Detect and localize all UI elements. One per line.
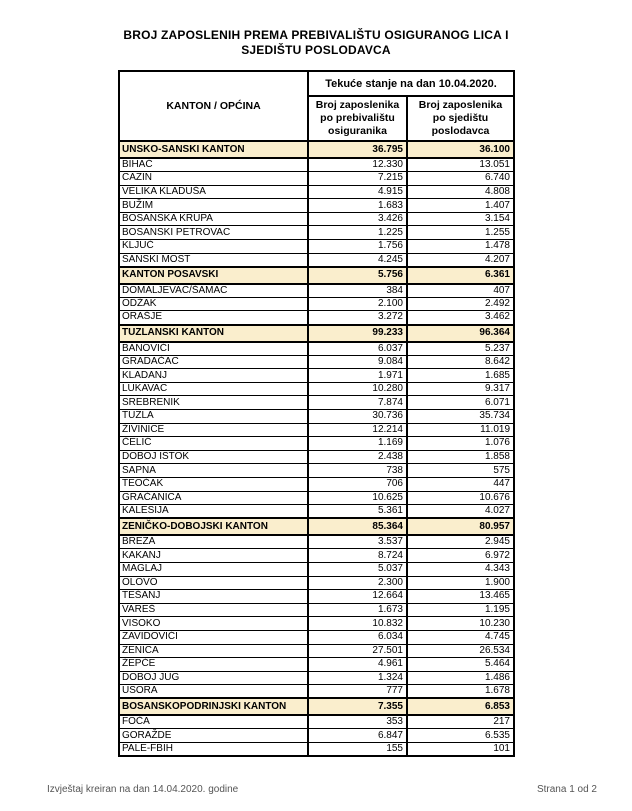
municipality-by-residence: 2.100 bbox=[308, 297, 407, 311]
municipality-by-employer: 1.900 bbox=[407, 576, 514, 590]
municipality-by-employer: 3.462 bbox=[407, 311, 514, 325]
footer-page-number: Strana 1 od 2 bbox=[536, 784, 597, 795]
municipality-by-employer: 6.740 bbox=[407, 172, 514, 186]
municipality-by-employer: 10.676 bbox=[407, 491, 514, 505]
municipality-by-employer: 2.945 bbox=[407, 535, 514, 549]
municipality-row bbox=[119, 743, 514, 757]
municipality-by-residence: 12.330 bbox=[308, 158, 407, 172]
municipality-by-employer: 9.317 bbox=[407, 382, 514, 396]
municipality-by-residence: 4.245 bbox=[308, 253, 407, 267]
municipality-row bbox=[119, 226, 514, 240]
municipality-row bbox=[119, 729, 514, 743]
municipality-name: LUKAVAC bbox=[119, 382, 308, 396]
canton-total-by-employer: 36.100 bbox=[407, 141, 514, 158]
canton-row bbox=[119, 267, 514, 284]
municipality-name: FOČA bbox=[119, 715, 308, 729]
municipality-name: VAREŠ bbox=[119, 603, 308, 617]
canton-total-by-residence: 7.355 bbox=[308, 698, 407, 715]
municipality-by-residence: 1.673 bbox=[308, 603, 407, 617]
municipality-by-residence: 1.756 bbox=[308, 240, 407, 254]
municipality-name: KLADANJ bbox=[119, 369, 308, 383]
municipality-by-employer: 26.534 bbox=[407, 644, 514, 658]
report-title bbox=[60, 28, 572, 58]
municipality-name: BANOVIĆI bbox=[119, 342, 308, 356]
municipality-row bbox=[119, 576, 514, 590]
municipality-by-employer: 217 bbox=[407, 715, 514, 729]
municipality-name: ZENICA bbox=[119, 644, 308, 658]
municipality-by-residence: 2.438 bbox=[308, 450, 407, 464]
footer-created-date: Izvještaj kreiran na dan 14.04.2020. godine bbox=[47, 784, 239, 795]
municipality-name: GRAČANICA bbox=[119, 491, 308, 505]
municipality-by-residence: 155 bbox=[308, 743, 407, 757]
municipality-row bbox=[119, 297, 514, 311]
municipality-row bbox=[119, 464, 514, 478]
municipality-name: ORAŠJE bbox=[119, 311, 308, 325]
municipality-by-employer: 6.972 bbox=[407, 549, 514, 563]
municipality-by-employer: 10.230 bbox=[407, 617, 514, 631]
municipality-row bbox=[119, 437, 514, 451]
municipality-by-residence: 1.169 bbox=[308, 437, 407, 451]
municipality-by-residence: 12.664 bbox=[308, 590, 407, 604]
municipality-by-employer: 4.207 bbox=[407, 253, 514, 267]
canton-total-by-residence: 36.795 bbox=[308, 141, 407, 158]
municipality-by-employer: 101 bbox=[407, 743, 514, 757]
employment-table-wrap bbox=[118, 70, 515, 757]
municipality-by-residence: 27.501 bbox=[308, 644, 407, 658]
canton-total-by-employer: 6.361 bbox=[407, 267, 514, 284]
municipality-name: TEŠANJ bbox=[119, 590, 308, 604]
municipality-row bbox=[119, 630, 514, 644]
municipality-name: SANSKI MOST bbox=[119, 253, 308, 267]
municipality-row bbox=[119, 590, 514, 604]
municipality-by-residence: 706 bbox=[308, 477, 407, 491]
municipality-by-employer: 1.478 bbox=[407, 240, 514, 254]
canton-row bbox=[119, 141, 514, 158]
municipality-by-residence: 6.037 bbox=[308, 342, 407, 356]
municipality-row bbox=[119, 685, 514, 699]
municipality-name: DOBOJ ISTOK bbox=[119, 450, 308, 464]
employment-table bbox=[118, 70, 515, 757]
municipality-name: ČELIĆ bbox=[119, 437, 308, 451]
municipality-row bbox=[119, 658, 514, 672]
municipality-row bbox=[119, 172, 514, 186]
municipality-row bbox=[119, 715, 514, 729]
municipality-by-residence: 7.874 bbox=[308, 396, 407, 410]
municipality-by-residence: 2.300 bbox=[308, 576, 407, 590]
municipality-name: BOSANSKI PETROVAC bbox=[119, 226, 308, 240]
municipality-by-residence: 3.537 bbox=[308, 535, 407, 549]
municipality-row bbox=[119, 311, 514, 325]
municipality-by-employer: 1.858 bbox=[407, 450, 514, 464]
municipality-row bbox=[119, 382, 514, 396]
municipality-by-residence: 353 bbox=[308, 715, 407, 729]
municipality-row bbox=[119, 253, 514, 267]
municipality-name: ZAVIDOVIĆI bbox=[119, 630, 308, 644]
municipality-name: KAKANJ bbox=[119, 549, 308, 563]
municipality-row bbox=[119, 396, 514, 410]
municipality-by-employer: 13.051 bbox=[407, 158, 514, 172]
municipality-by-employer: 5.464 bbox=[407, 658, 514, 672]
municipality-by-employer: 13.465 bbox=[407, 590, 514, 604]
municipality-by-employer: 407 bbox=[407, 284, 514, 298]
municipality-name: TUZLA bbox=[119, 410, 308, 424]
municipality-row bbox=[119, 369, 514, 383]
municipality-by-employer: 4.343 bbox=[407, 562, 514, 576]
municipality-by-residence: 4.961 bbox=[308, 658, 407, 672]
municipality-row bbox=[119, 644, 514, 658]
municipality-by-employer: 1.678 bbox=[407, 685, 514, 699]
municipality-name: ŽIVINICE bbox=[119, 423, 308, 437]
header-canton-opcina: KANTON / OPĆINA bbox=[119, 71, 308, 141]
municipality-row bbox=[119, 212, 514, 226]
municipality-by-employer: 1.195 bbox=[407, 603, 514, 617]
municipality-by-residence: 5.361 bbox=[308, 505, 407, 519]
municipality-by-residence: 7.215 bbox=[308, 172, 407, 186]
municipality-by-employer: 6.071 bbox=[407, 396, 514, 410]
municipality-name: BREZA bbox=[119, 535, 308, 549]
municipality-row bbox=[119, 158, 514, 172]
header-by-employer: Broj zaposlenika po sjedištu poslodavca bbox=[407, 96, 514, 141]
municipality-row bbox=[119, 284, 514, 298]
municipality-row bbox=[119, 199, 514, 213]
municipality-by-employer: 1.255 bbox=[407, 226, 514, 240]
municipality-by-employer: 8.642 bbox=[407, 355, 514, 369]
municipality-row bbox=[119, 671, 514, 685]
municipality-name: SREBRENIK bbox=[119, 396, 308, 410]
municipality-name: BOSANSKA KRUPA bbox=[119, 212, 308, 226]
municipality-by-employer: 1.486 bbox=[407, 671, 514, 685]
canton-row bbox=[119, 518, 514, 535]
municipality-by-residence: 384 bbox=[308, 284, 407, 298]
municipality-by-residence: 3.272 bbox=[308, 311, 407, 325]
municipality-by-employer: 575 bbox=[407, 464, 514, 478]
municipality-by-employer: 6.535 bbox=[407, 729, 514, 743]
municipality-row bbox=[119, 477, 514, 491]
municipality-by-residence: 10.625 bbox=[308, 491, 407, 505]
municipality-row bbox=[119, 535, 514, 549]
municipality-by-residence: 3.426 bbox=[308, 212, 407, 226]
municipality-name: BIHAĆ bbox=[119, 158, 308, 172]
municipality-name: SAPNA bbox=[119, 464, 308, 478]
municipality-by-employer: 4.027 bbox=[407, 505, 514, 519]
municipality-by-residence: 5.037 bbox=[308, 562, 407, 576]
municipality-by-residence: 1.683 bbox=[308, 199, 407, 213]
municipality-name: CAZIN bbox=[119, 172, 308, 186]
municipality-by-employer: 1.407 bbox=[407, 199, 514, 213]
municipality-by-employer: 3.154 bbox=[407, 212, 514, 226]
municipality-name: DOMALJEVAC/ŠAMAC bbox=[119, 284, 308, 298]
municipality-name: TEOČAK bbox=[119, 477, 308, 491]
municipality-by-residence: 8.724 bbox=[308, 549, 407, 563]
municipality-row bbox=[119, 617, 514, 631]
canton-total-by-residence: 99.233 bbox=[308, 325, 407, 342]
municipality-row bbox=[119, 562, 514, 576]
municipality-row bbox=[119, 491, 514, 505]
municipality-by-residence: 12.214 bbox=[308, 423, 407, 437]
municipality-by-residence: 6.847 bbox=[308, 729, 407, 743]
municipality-by-residence: 1.971 bbox=[308, 369, 407, 383]
municipality-by-employer: 4.745 bbox=[407, 630, 514, 644]
header-current-state: Tekuće stanje na dan 10.04.2020. bbox=[308, 71, 514, 96]
municipality-name: KLJUČ bbox=[119, 240, 308, 254]
header-by-residence: Broj zaposlenika po prebivalištu osiguranika bbox=[308, 96, 407, 141]
municipality-name: ODŽAK bbox=[119, 297, 308, 311]
municipality-name: GRADAČAC bbox=[119, 355, 308, 369]
municipality-row bbox=[119, 450, 514, 464]
municipality-row bbox=[119, 549, 514, 563]
municipality-name: USORA bbox=[119, 685, 308, 699]
municipality-name: BUŽIM bbox=[119, 199, 308, 213]
municipality-by-employer: 35.734 bbox=[407, 410, 514, 424]
municipality-name: OLOVO bbox=[119, 576, 308, 590]
municipality-by-employer: 447 bbox=[407, 477, 514, 491]
municipality-name: ŽEPČE bbox=[119, 658, 308, 672]
canton-row bbox=[119, 698, 514, 715]
canton-name: TUZLANSKI KANTON bbox=[119, 325, 308, 342]
municipality-by-residence: 1.225 bbox=[308, 226, 407, 240]
canton-total-by-residence: 5.756 bbox=[308, 267, 407, 284]
municipality-by-residence: 6.034 bbox=[308, 630, 407, 644]
municipality-by-residence: 9.084 bbox=[308, 355, 407, 369]
municipality-by-employer: 2.492 bbox=[407, 297, 514, 311]
municipality-row bbox=[119, 410, 514, 424]
municipality-name: GORAŽDE bbox=[119, 729, 308, 743]
municipality-by-employer: 4.808 bbox=[407, 185, 514, 199]
municipality-row bbox=[119, 423, 514, 437]
municipality-by-employer: 11.019 bbox=[407, 423, 514, 437]
municipality-name: VISOKO bbox=[119, 617, 308, 631]
canton-row bbox=[119, 325, 514, 342]
municipality-by-residence: 10.832 bbox=[308, 617, 407, 631]
municipality-name: PALE-FBIH bbox=[119, 743, 308, 757]
municipality-by-employer: 1.685 bbox=[407, 369, 514, 383]
report-title-line-1: BROJ ZAPOSLENIH PREMA PREBIVALIŠTU OSIGURANOG LICA I bbox=[123, 28, 509, 42]
municipality-name: MAGLAJ bbox=[119, 562, 308, 576]
municipality-by-residence: 777 bbox=[308, 685, 407, 699]
municipality-name: VELIKA KLADUŠA bbox=[119, 185, 308, 199]
municipality-by-employer: 5.237 bbox=[407, 342, 514, 356]
municipality-row bbox=[119, 185, 514, 199]
canton-total-by-employer: 6.853 bbox=[407, 698, 514, 715]
municipality-row bbox=[119, 603, 514, 617]
canton-name: UNSKO-SANSKI KANTON bbox=[119, 141, 308, 158]
municipality-row bbox=[119, 505, 514, 519]
canton-total-by-employer: 80.957 bbox=[407, 518, 514, 535]
municipality-name: KALESIJA bbox=[119, 505, 308, 519]
municipality-name: DOBOJ JUG bbox=[119, 671, 308, 685]
municipality-row bbox=[119, 355, 514, 369]
municipality-by-residence: 10.280 bbox=[308, 382, 407, 396]
report-title-line-2: SJEDIŠTU POSLODAVCA bbox=[241, 43, 391, 57]
canton-name: KANTON POSAVSKI bbox=[119, 267, 308, 284]
municipality-row bbox=[119, 240, 514, 254]
municipality-by-residence: 30.736 bbox=[308, 410, 407, 424]
canton-total-by-employer: 96.364 bbox=[407, 325, 514, 342]
canton-total-by-residence: 85.364 bbox=[308, 518, 407, 535]
municipality-row bbox=[119, 342, 514, 356]
municipality-by-employer: 1.076 bbox=[407, 437, 514, 451]
table-body bbox=[119, 141, 514, 756]
canton-name: BOSANSKOPODRINJSKI KANTON bbox=[119, 698, 308, 715]
municipality-by-residence: 738 bbox=[308, 464, 407, 478]
municipality-by-residence: 4.915 bbox=[308, 185, 407, 199]
canton-name: ZENIČKO-DOBOJSKI KANTON bbox=[119, 518, 308, 535]
table-header bbox=[119, 71, 514, 141]
municipality-by-residence: 1.324 bbox=[308, 671, 407, 685]
